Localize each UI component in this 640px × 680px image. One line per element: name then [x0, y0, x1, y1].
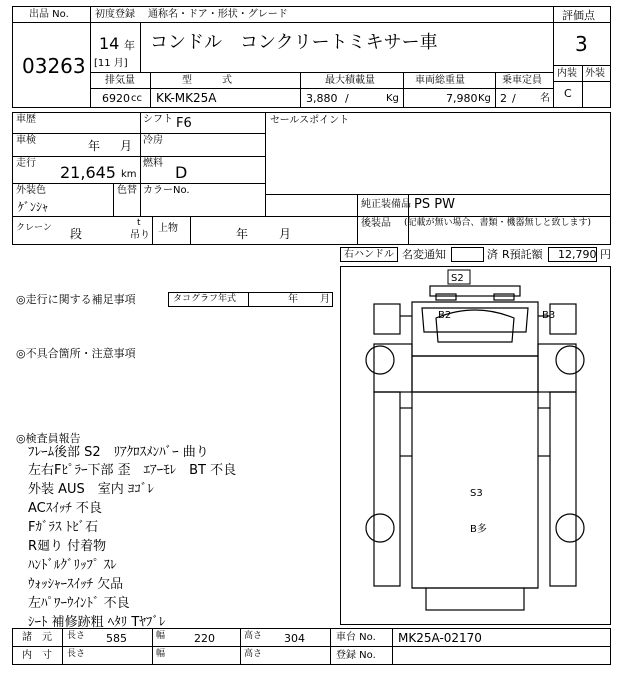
inspection-month-unit: 月: [120, 139, 133, 153]
inner-label: 内 寸: [22, 650, 52, 661]
score-value: 3: [575, 32, 588, 56]
reg-month: [11 月]: [94, 58, 128, 69]
max-load-slash: /: [345, 92, 349, 105]
capacity-unit: 名: [540, 93, 550, 104]
chassis-label: 車台 No.: [336, 632, 376, 643]
max-load-value: 3,880: [306, 92, 338, 105]
height-value: 304: [284, 632, 305, 645]
capacity-slash: /: [512, 92, 516, 105]
mark-b2: B2: [438, 310, 452, 321]
gross-weight-label: 車両総重量: [415, 75, 465, 86]
crane-lift: 吊り: [130, 230, 150, 241]
gross-weight-value: 7,980: [446, 92, 478, 105]
recycle-label: R預託額: [502, 248, 543, 261]
recycle-value: 12,790: [558, 248, 597, 261]
upper-month-unit: 月: [279, 227, 292, 241]
name-change-label: 名変通知: [402, 248, 446, 261]
width-label: 幅: [156, 631, 166, 641]
inner-width-label: 幅: [156, 649, 166, 659]
mileage-label: 走行: [16, 158, 36, 169]
aftermarket-note: (記載が無い場合、書類・機器無しと致します): [404, 218, 592, 228]
gross-weight-unit: Kg: [478, 93, 491, 104]
mileage-value: 21,645: [60, 163, 116, 182]
rhd-flag: 右ハンドル: [344, 249, 394, 260]
chassis-value: MK25A-02170: [398, 631, 482, 645]
displacement-label: 排気量: [105, 75, 135, 86]
max-load-label: 最大積載量: [325, 75, 375, 86]
shift-label: シフト: [143, 114, 173, 125]
mileage-unit: km: [121, 169, 137, 180]
model-code-label: 型 式: [182, 75, 232, 86]
length-value: 585: [106, 632, 127, 645]
mark-s3: S3: [470, 488, 483, 499]
inner-height-label: 高さ: [244, 649, 263, 659]
interior-grade: C: [564, 87, 572, 100]
max-load-unit: Kg: [386, 93, 399, 104]
inner-length-label: 長さ: [67, 649, 86, 659]
capacity-value: 2: [500, 92, 507, 105]
report-line: R廻り 付着物: [28, 539, 107, 554]
fuel-value: D: [175, 163, 188, 182]
shift-value: F6: [176, 116, 192, 131]
capacity-label: 乗車定員: [502, 75, 542, 86]
crane-label: クレーン: [16, 223, 52, 233]
tacho-month-unit: 月: [320, 294, 330, 305]
vehicle-title: コンドル コンクリートミキサー車: [150, 32, 438, 53]
exterior-label: 外装: [585, 68, 605, 79]
reg-year: 14: [99, 34, 120, 53]
model-code-value: KK-MK25A: [156, 91, 217, 105]
report-line: ﾊﾝﾄﾞﾙｸﾞﾘｯﾌﾟ ｽﾚ: [28, 558, 117, 573]
crane-ton: t: [137, 218, 141, 228]
equipment-value: PS PW: [414, 197, 455, 212]
report-line: ACｽｲｯﾁ 不良: [28, 501, 102, 516]
model-label: 通称名・ドア・形状・グレード: [148, 9, 288, 20]
yen-unit: 円: [600, 248, 611, 261]
width-value: 220: [194, 632, 215, 645]
dims-label: 諸 元: [22, 632, 52, 643]
report-line: ｼｰﾄ 補修跡粗 ﾍﾀﾘ Tﾔﾌﾞﾚ: [28, 615, 166, 630]
sales-point-label: セールスポイント: [270, 115, 350, 126]
truck-damage-diagram: [340, 266, 611, 625]
report-line: ｳｫｯｼｬｰｽｲｯﾁ 欠品: [28, 577, 124, 592]
tacho-label: タコグラフ年式: [173, 294, 237, 304]
lot-label: 出品 No.: [29, 9, 69, 20]
color-change-label: 色替: [117, 185, 137, 196]
fuel-label: 燃料: [143, 158, 163, 169]
mark-b3: B3: [542, 310, 556, 321]
height-label: 高さ: [244, 631, 263, 641]
inspector-heading: ◎検査員報告: [16, 432, 81, 445]
report-line: ﾌﾚｰﾑ後部 S2 ﾘｱｸﾛｽﾒﾝﾊﾞｰ 曲り: [28, 445, 209, 460]
equipment-label: 純正装備品: [361, 199, 411, 210]
defects-heading: ◎不具合箇所・注意事項: [16, 347, 136, 360]
score-label: 評価点: [562, 9, 595, 22]
mark-b-many: B多: [470, 524, 487, 535]
deposit-mark: 済: [487, 248, 498, 261]
tacho-year-unit: 年: [288, 294, 298, 305]
cooling-label: 冷房: [143, 135, 163, 146]
report-line: Fｶﾞﾗｽ ﾄﾋﾞ石: [28, 520, 99, 535]
displacement-unit: cc: [131, 93, 142, 104]
history-label: 車歴: [16, 114, 36, 125]
report-line: 左ﾊﾟﾜｰｳｲﾝﾄﾞ 不良: [28, 596, 130, 611]
color-no-label: カラーNo.: [143, 185, 190, 196]
report-line: 外装 AUS 室内 ﾖｺﾞﾚ: [28, 482, 154, 497]
inspection-year-unit: 年: [88, 139, 101, 153]
color-value: ｹﾞﾝｼｬ: [18, 200, 49, 214]
first-reg-label: 初度登録: [95, 9, 135, 20]
reg-year-unit: 年: [124, 39, 135, 52]
driving-heading: ◎走行に関する補足事項: [16, 293, 136, 306]
color-label: 外装色: [16, 185, 46, 196]
displacement-value: 6920: [102, 92, 130, 105]
report-line: 左右Fﾋﾟﾗｰ下部 歪 ｴｱｰﾓﾚ BT 不良: [28, 463, 237, 478]
registration-label: 登録 No.: [336, 650, 376, 661]
length-label: 長さ: [67, 631, 86, 641]
upper-year-unit: 年: [236, 227, 249, 241]
crane-steps: 段: [70, 227, 83, 241]
interior-label: 内装: [557, 68, 577, 79]
mark-s2: S2: [451, 273, 464, 284]
upper-label: 上物: [158, 223, 178, 234]
aftermarket-label: 後装品: [361, 218, 391, 229]
lot-number: 03263: [22, 54, 86, 78]
inspection-label: 車検: [16, 135, 36, 146]
